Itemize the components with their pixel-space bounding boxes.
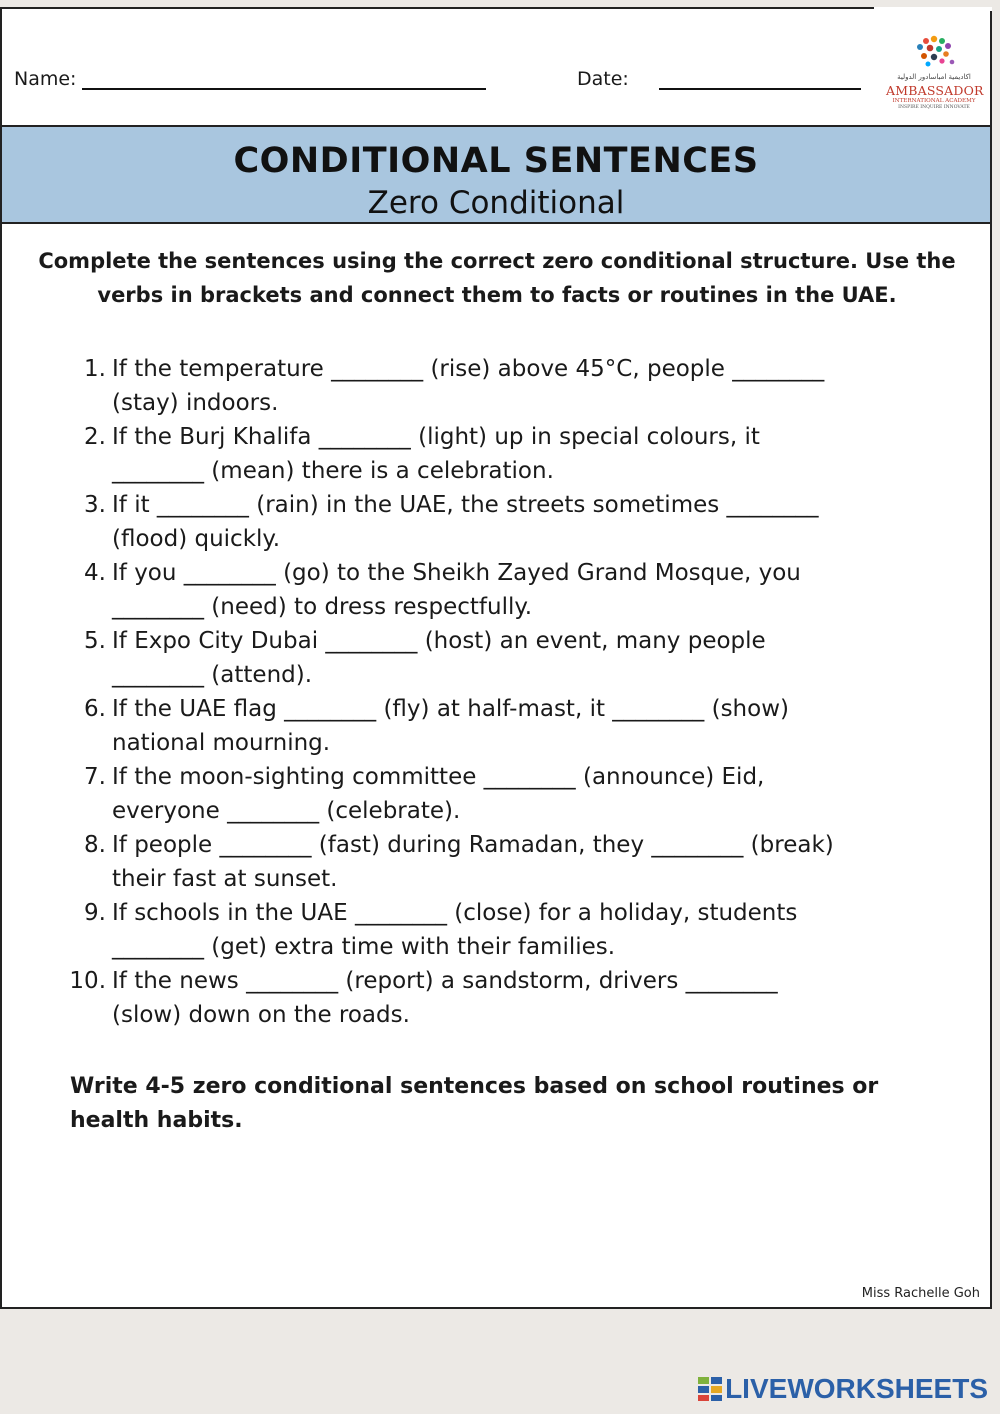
question-number: 8. bbox=[84, 832, 106, 858]
question-text[interactable]: If people ________ (fast) during Ramadan, they ________ (break) their fast at sunset. bbox=[112, 832, 834, 892]
question-text[interactable]: If the temperature ________ (rise) above 45°C, people ________ (stay) indoors. bbox=[112, 356, 825, 416]
question-text[interactable]: If the moon-sighting committee ________ (announce) Eid, everyone ________ (celebrate). bbox=[112, 764, 765, 824]
liveworksheets-brand[interactable] bbox=[697, 1374, 988, 1404]
question-item bbox=[2, 556, 990, 624]
question-item bbox=[2, 896, 990, 964]
question-text[interactable]: If it ________ (rain) in the UAE, the streets sometimes ________ (flood) quickly. bbox=[112, 492, 819, 552]
question-number: 6. bbox=[84, 696, 106, 722]
question-item bbox=[2, 624, 990, 692]
page-title: CONDITIONAL SENTENCES bbox=[233, 141, 759, 181]
date-field[interactable] bbox=[659, 88, 861, 90]
question-item bbox=[2, 692, 990, 760]
school-logo: اكاديمية امباسادور الدولية AMBASSADOR INTERNATIONAL ACADEMY INSPIRE INQUIRE INNOVATE bbox=[886, 33, 982, 113]
question-number: 3. bbox=[84, 492, 106, 518]
name-label: Name: bbox=[14, 68, 77, 90]
question-item bbox=[2, 352, 990, 420]
question-text[interactable]: If schools in the UAE ________ (close) for a holiday, students ________ (get) extra time with their families. bbox=[112, 900, 798, 960]
question-number: 4. bbox=[84, 560, 106, 586]
name-field[interactable] bbox=[82, 88, 486, 90]
question-text[interactable]: If Expo City Dubai ________ (host) an event, many people ________ (attend). bbox=[112, 628, 766, 688]
question-text[interactable]: If the UAE flag ________ (fly) at half-mast, it ________ (show) national mourning. bbox=[112, 696, 789, 756]
question-list bbox=[2, 352, 990, 1032]
writing-task: Write 4-5 zero conditional sentences based on school routines or health habits. bbox=[70, 1074, 879, 1133]
liveworksheets-logo-icon bbox=[697, 1376, 723, 1402]
question-number: 5. bbox=[84, 628, 106, 654]
question-item bbox=[2, 964, 990, 1032]
question-number: 2. bbox=[84, 424, 106, 450]
instructions: Complete the sentences using the correct zero conditional structure. Use the verbs in brackets and connect them to facts or routines in the UAE. bbox=[38, 249, 956, 307]
question-item bbox=[2, 488, 990, 556]
worksheet-page bbox=[0, 7, 992, 1309]
question-item bbox=[2, 420, 990, 488]
date-label: Date: bbox=[577, 68, 629, 90]
question-text[interactable]: If the Burj Khalifa ________ (light) up in special colours, it ________ (mean) there is a celebration. bbox=[112, 424, 760, 484]
question-number: 7. bbox=[84, 764, 106, 790]
question-number: 9. bbox=[84, 900, 106, 926]
question-number: 10. bbox=[69, 968, 106, 994]
liveworksheets-wordmark: LIVEWORKSHEETS bbox=[725, 1373, 988, 1404]
question-item bbox=[2, 828, 990, 896]
header-row bbox=[2, 9, 990, 125]
author-credit: Miss Rachelle Goh bbox=[861, 1286, 980, 1301]
question-text[interactable]: If the news ________ (report) a sandstorm, drivers ________ (slow) down on the roads. bbox=[112, 968, 778, 1028]
question-text[interactable]: If you ________ (go) to the Sheikh Zayed Grand Mosque, you ________ (need) to dress respectfully. bbox=[112, 560, 801, 620]
question-item bbox=[2, 760, 990, 828]
question-number: 1. bbox=[84, 356, 106, 382]
title-banner bbox=[2, 125, 990, 224]
page-subtitle: Zero Conditional bbox=[367, 185, 625, 221]
logo-dots-icon bbox=[886, 33, 982, 73]
